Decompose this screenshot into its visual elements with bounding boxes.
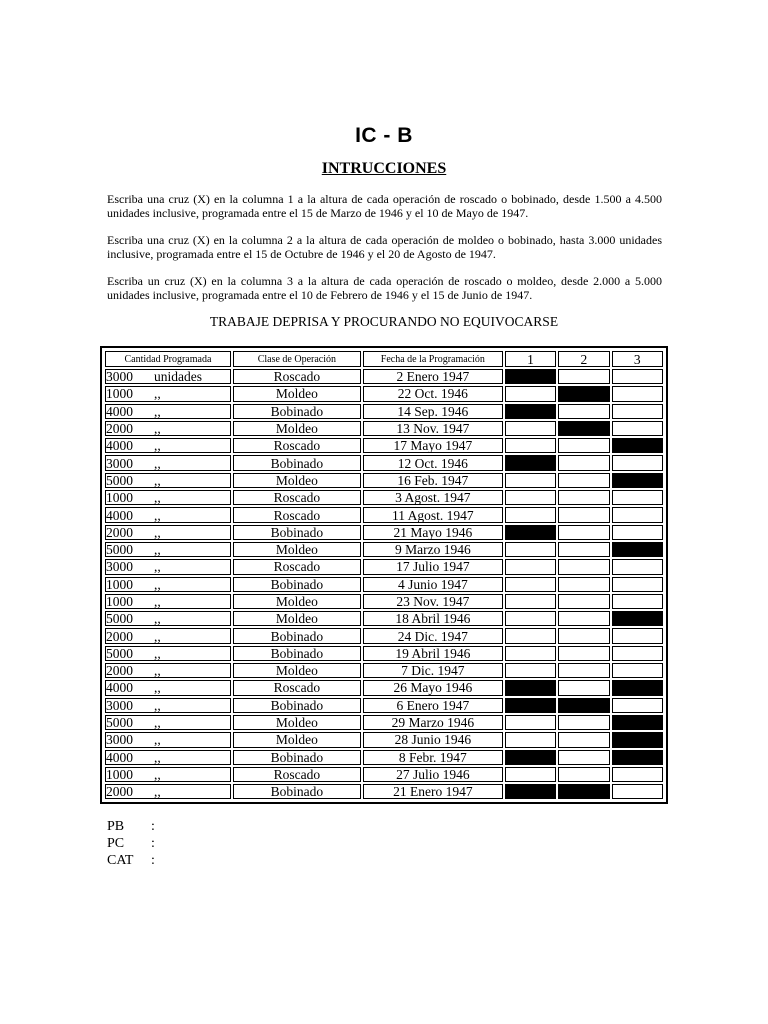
operation-cell: Bobinado (233, 750, 361, 765)
operation-cell: Bobinado (233, 628, 361, 643)
mark-cell-column-3[interactable] (612, 628, 663, 643)
table-row (105, 732, 663, 747)
quantity-value: 3000 (106, 455, 133, 471)
quantity-value: 1000 (106, 766, 133, 782)
quantity-value: 4000 (106, 680, 133, 696)
header-quantity: Cantidad Programada (105, 351, 231, 367)
quantity-unit: ,, (154, 403, 161, 419)
mark-cell-column-3[interactable] (612, 473, 663, 488)
mark-cell-column-1[interactable] (505, 507, 556, 522)
mark-cell-column-2[interactable] (558, 663, 609, 678)
quantity-cell (105, 404, 231, 419)
operation-cell: Moldeo (233, 386, 361, 401)
mark-cell-column-3[interactable] (612, 577, 663, 592)
mark-cell-column-2[interactable] (558, 594, 609, 609)
quantity-value: 1000 (106, 386, 133, 402)
quantity-cell (105, 386, 231, 401)
table-row (105, 663, 663, 678)
footer-code-label: CAT (107, 853, 134, 868)
date-cell: 2 Enero 1947 (363, 369, 503, 384)
quantity-value: 2000 (106, 784, 133, 800)
quantity-unit: ,, (154, 576, 161, 592)
quantity-unit: ,, (154, 697, 161, 713)
mark-cell-column-3[interactable] (612, 767, 663, 782)
mark-cell-column-2[interactable] (558, 767, 609, 782)
quantity-unit: ,, (154, 542, 161, 558)
footer-code-line (107, 853, 155, 869)
mark-cell-column-1[interactable] (505, 490, 556, 505)
mark-cell-column-3[interactable] (612, 438, 663, 453)
quantity-cell (105, 490, 231, 505)
quantity-value: 4000 (106, 749, 133, 765)
quantity-cell (105, 542, 231, 557)
quantity-unit: ,, (154, 749, 161, 765)
date-cell: 11 Agost. 1947 (363, 507, 503, 522)
mark-cell-column-2[interactable] (558, 542, 609, 557)
quantity-value: 5000 (106, 645, 133, 661)
operation-cell: Bobinado (233, 784, 361, 799)
quantity-value: 3000 (106, 369, 133, 385)
footer-code-separator: : (151, 853, 155, 868)
table-row (105, 784, 663, 799)
date-cell: 23 Nov. 1947 (363, 594, 503, 609)
table-row (105, 559, 663, 574)
quantity-unit: ,, (154, 490, 161, 506)
instruction-paragraph-1: Escriba una cruz (X) en la columna 1 a la altura de cada operación de roscado o bobinado, desde 1.500 a 4.500 unidades inclusive, programada entre el 15 de Marzo de 1946 y el 10 de Mayo de 1947. (107, 192, 662, 220)
quantity-unit: unidades (154, 369, 202, 385)
quantity-cell (105, 594, 231, 609)
quantity-cell (105, 525, 231, 540)
operation-cell: Moldeo (233, 732, 361, 747)
operation-cell: Roscado (233, 767, 361, 782)
mark-cell-column-3[interactable] (612, 715, 663, 730)
quantity-value: 4000 (106, 403, 133, 419)
quantity-unit: ,, (154, 732, 161, 748)
table-row (105, 680, 663, 695)
mark-cell-column-3[interactable] (612, 646, 663, 661)
footer-code-label: PC (107, 836, 125, 851)
mark-cell-column-2[interactable] (558, 784, 609, 799)
quantity-cell (105, 611, 231, 626)
mark-cell-column-2[interactable] (558, 455, 609, 470)
mark-cell-column-2[interactable] (558, 715, 609, 730)
footer-code-separator: : (151, 819, 155, 834)
quantity-value: 2000 (106, 524, 133, 540)
quantity-cell (105, 421, 231, 436)
operation-cell: Roscado (233, 369, 361, 384)
operation-cell: Moldeo (233, 611, 361, 626)
mark-cell-column-1[interactable] (505, 542, 556, 557)
quantity-cell (105, 698, 231, 713)
operation-cell: Bobinado (233, 698, 361, 713)
quantity-value: 5000 (106, 472, 133, 488)
table-row (105, 404, 663, 419)
quantity-value: 5000 (106, 715, 133, 731)
mark-cell-column-3[interactable] (612, 559, 663, 574)
mark-cell-column-3[interactable] (612, 404, 663, 419)
date-cell: 18 Abril 1946 (363, 611, 503, 626)
table-row (105, 628, 663, 643)
mark-cell-column-1[interactable] (505, 611, 556, 626)
quantity-cell (105, 577, 231, 592)
table-row (105, 698, 663, 713)
mark-cell-column-2[interactable] (558, 404, 609, 419)
quantity-unit: ,, (154, 507, 161, 523)
table-row (105, 490, 663, 505)
quantity-unit: ,, (154, 455, 161, 471)
mark-cell-column-3[interactable] (612, 663, 663, 678)
mark-cell-column-2[interactable] (558, 507, 609, 522)
operation-cell: Roscado (233, 559, 361, 574)
mark-cell-column-1[interactable] (505, 663, 556, 678)
date-cell: 3 Agost. 1947 (363, 490, 503, 505)
operation-cell: Moldeo (233, 542, 361, 557)
date-cell: 6 Enero 1947 (363, 698, 503, 713)
quantity-cell (105, 559, 231, 574)
quantity-cell (105, 732, 231, 747)
mark-cell-column-2[interactable] (558, 369, 609, 384)
quantity-unit: ,, (154, 559, 161, 575)
table-row (105, 646, 663, 661)
quantity-value: 1000 (106, 594, 133, 609)
quantity-cell (105, 646, 231, 661)
mark-cell-column-1[interactable] (505, 750, 556, 765)
mark-cell-column-1[interactable] (505, 473, 556, 488)
date-cell: 16 Feb. 1947 (363, 473, 503, 488)
mark-cell-column-2[interactable] (558, 680, 609, 695)
mark-cell-column-2[interactable] (558, 386, 609, 401)
mark-cell-column-3[interactable] (612, 490, 663, 505)
operation-cell: Roscado (233, 507, 361, 522)
table-row (105, 438, 663, 453)
document-title: IC - B (355, 124, 413, 147)
warning-text: TRABAJE DEPRISA Y PROCURANDO NO EQUIVOCARSE (209, 314, 559, 329)
mark-cell-column-3[interactable] (612, 369, 663, 384)
date-cell: 21 Mayo 1946 (363, 525, 503, 540)
operation-cell: Bobinado (233, 404, 361, 419)
quantity-value: 3000 (106, 559, 133, 575)
quantity-unit: ,, (154, 784, 161, 800)
date-cell: 19 Abril 1946 (363, 646, 503, 661)
operation-cell: Bobinado (233, 577, 361, 592)
table-row (105, 611, 663, 626)
mark-cell-column-3[interactable] (612, 386, 663, 401)
operation-cell: Bobinado (233, 525, 361, 540)
mark-cell-column-2[interactable] (558, 438, 609, 453)
mark-cell-column-1[interactable] (505, 732, 556, 747)
date-cell: 24 Dic. 1947 (363, 628, 503, 643)
instructions-heading: INTRUCCIONES (321, 160, 447, 177)
quantity-value: 1000 (106, 576, 133, 592)
mark-cell-column-2[interactable] (558, 646, 609, 661)
date-cell: 7 Dic. 1947 (363, 663, 503, 678)
date-cell: 4 Junio 1947 (363, 577, 503, 592)
operation-cell: Roscado (233, 490, 361, 505)
date-cell: 12 Oct. 1946 (363, 455, 503, 470)
mark-cell-column-1[interactable] (505, 646, 556, 661)
quantity-unit: ,, (154, 524, 161, 540)
quantity-value: 4000 (106, 438, 133, 454)
operation-cell: Moldeo (233, 594, 361, 609)
mark-cell-column-2[interactable] (558, 577, 609, 592)
date-cell: 22 Oct. 1946 (363, 386, 503, 401)
mark-cell-column-2[interactable] (558, 525, 609, 540)
footer-code-line (107, 836, 155, 852)
quantity-cell (105, 369, 231, 384)
mark-cell-column-1[interactable] (505, 767, 556, 782)
date-cell: 21 Enero 1947 (363, 784, 503, 799)
table-row (105, 455, 663, 470)
quantity-unit: ,, (154, 715, 161, 731)
mark-cell-column-1[interactable] (505, 628, 556, 643)
quantity-value: 1000 (106, 490, 133, 506)
quantity-unit: ,, (154, 438, 161, 454)
header-column-1: 1 (505, 351, 556, 367)
mark-cell-column-1[interactable] (505, 698, 556, 713)
date-cell: 14 Sep. 1946 (363, 404, 503, 419)
mark-cell-column-1[interactable] (505, 438, 556, 453)
quantity-unit: ,, (154, 680, 161, 696)
mark-cell-column-1[interactable] (505, 421, 556, 436)
quantity-unit: ,, (154, 628, 161, 644)
operation-cell: Moldeo (233, 421, 361, 436)
date-cell: 29 Marzo 1946 (363, 715, 503, 730)
mark-cell-column-3[interactable] (612, 421, 663, 436)
quantity-cell (105, 438, 231, 453)
quantity-unit: ,, (154, 645, 161, 661)
header-date: Fecha de la Programación (363, 351, 503, 367)
date-cell: 17 Mayo 1947 (363, 438, 503, 453)
quantity-cell (105, 767, 231, 782)
quantity-cell (105, 784, 231, 799)
mark-cell-column-2[interactable] (558, 628, 609, 643)
operation-cell: Moldeo (233, 663, 361, 678)
mark-cell-column-3[interactable] (612, 732, 663, 747)
mark-cell-column-2[interactable] (558, 750, 609, 765)
date-cell: 27 Julio 1946 (363, 767, 503, 782)
table-row (105, 542, 663, 557)
mark-cell-column-3[interactable] (612, 698, 663, 713)
header-column-2: 2 (558, 351, 609, 367)
mark-cell-column-3[interactable] (612, 784, 663, 799)
instruction-paragraph-3: Escriba un cruz (X) en la columna 3 a la altura de cada operación de roscado o moldeo, desde 2.000 a 5.000 unidades inclusive, programada entre el 10 de Febrero de 1946 y el 15 de Junio de 1947. (107, 274, 662, 302)
quantity-value: 3000 (106, 732, 133, 748)
quantity-cell (105, 507, 231, 522)
quantity-cell (105, 680, 231, 695)
quantity-unit: ,, (154, 766, 161, 782)
date-cell: 28 Junio 1946 (363, 732, 503, 747)
quantity-unit: ,, (154, 663, 161, 679)
mark-cell-column-1[interactable] (505, 784, 556, 799)
mark-cell-column-1[interactable] (505, 386, 556, 401)
quantity-unit: ,, (154, 472, 161, 488)
date-cell: 17 Julio 1947 (363, 559, 503, 574)
table-row (105, 767, 663, 782)
table-row (105, 369, 663, 384)
mark-cell-column-2[interactable] (558, 421, 609, 436)
mark-cell-column-1[interactable] (505, 594, 556, 609)
table-row (105, 386, 663, 401)
operation-cell: Bobinado (233, 646, 361, 661)
quantity-unit: ,, (154, 594, 161, 609)
quantity-unit: ,, (154, 421, 161, 437)
header-operation: Clase de Operación (233, 351, 361, 367)
mark-cell-column-3[interactable] (612, 455, 663, 470)
mark-cell-column-2[interactable] (558, 490, 609, 505)
quantity-cell (105, 473, 231, 488)
mark-cell-column-1[interactable] (505, 525, 556, 540)
quantity-unit: ,, (154, 611, 161, 627)
quantity-value: 4000 (106, 507, 133, 523)
mark-cell-column-1[interactable] (505, 577, 556, 592)
table-body (105, 369, 663, 799)
mark-cell-column-2[interactable] (558, 698, 609, 713)
quantity-value: 5000 (106, 611, 133, 627)
quantity-value: 5000 (106, 542, 133, 558)
date-cell: 13 Nov. 1947 (363, 421, 503, 436)
mark-cell-column-1[interactable] (505, 404, 556, 419)
table-row (105, 473, 663, 488)
table-row (105, 594, 663, 609)
table-row (105, 421, 663, 436)
mark-cell-column-3[interactable] (612, 680, 663, 695)
mark-cell-column-1[interactable] (505, 715, 556, 730)
mark-cell-column-3[interactable] (612, 594, 663, 609)
date-cell: 9 Marzo 1946 (363, 542, 503, 557)
date-cell: 26 Mayo 1946 (363, 680, 503, 695)
operation-cell: Moldeo (233, 715, 361, 730)
table-row (105, 507, 663, 522)
quantity-cell (105, 715, 231, 730)
table-row (105, 715, 663, 730)
mark-cell-column-1[interactable] (505, 369, 556, 384)
header-column-3: 3 (612, 351, 663, 367)
mark-cell-column-1[interactable] (505, 680, 556, 695)
footer-code-label: PB (107, 819, 125, 834)
table-row (105, 525, 663, 540)
operation-cell: Roscado (233, 680, 361, 695)
mark-cell-column-1[interactable] (505, 455, 556, 470)
mark-cell-column-1[interactable] (505, 559, 556, 574)
mark-cell-column-3[interactable] (612, 525, 663, 540)
operation-cell: Bobinado (233, 455, 361, 470)
mark-cell-column-2[interactable] (558, 473, 609, 488)
table-row (105, 577, 663, 592)
mark-cell-column-3[interactable] (612, 611, 663, 626)
quantity-cell (105, 750, 231, 765)
quantity-value: 2000 (106, 663, 133, 679)
mark-cell-column-2[interactable] (558, 732, 609, 747)
quantity-cell (105, 663, 231, 678)
quantity-value: 2000 (106, 421, 133, 437)
table-row (105, 750, 663, 765)
mark-cell-column-2[interactable] (558, 611, 609, 626)
quantity-value: 2000 (106, 628, 133, 644)
mark-cell-column-3[interactable] (612, 507, 663, 522)
mark-cell-column-2[interactable] (558, 559, 609, 574)
footer-code-line (107, 819, 155, 835)
operations-table (100, 346, 668, 804)
quantity-cell (105, 455, 231, 470)
operation-cell: Roscado (233, 438, 361, 453)
quantity-unit: ,, (154, 386, 161, 402)
quantity-value: 3000 (106, 697, 133, 713)
operation-cell: Moldeo (233, 473, 361, 488)
mark-cell-column-3[interactable] (612, 542, 663, 557)
footer-code-separator: : (151, 836, 155, 851)
instruction-paragraph-2: Escriba una cruz (X) en la columna 2 a la altura de cada operación de moldeo o bobinado, hasta 3.000 unidades inclusive, programada entre el 15 de Octubre de 1946 y el 20 de Agosto de 1947. (107, 233, 662, 261)
date-cell: 8 Febr. 1947 (363, 750, 503, 765)
quantity-cell (105, 628, 231, 643)
mark-cell-column-3[interactable] (612, 750, 663, 765)
table-header-row (105, 351, 663, 367)
